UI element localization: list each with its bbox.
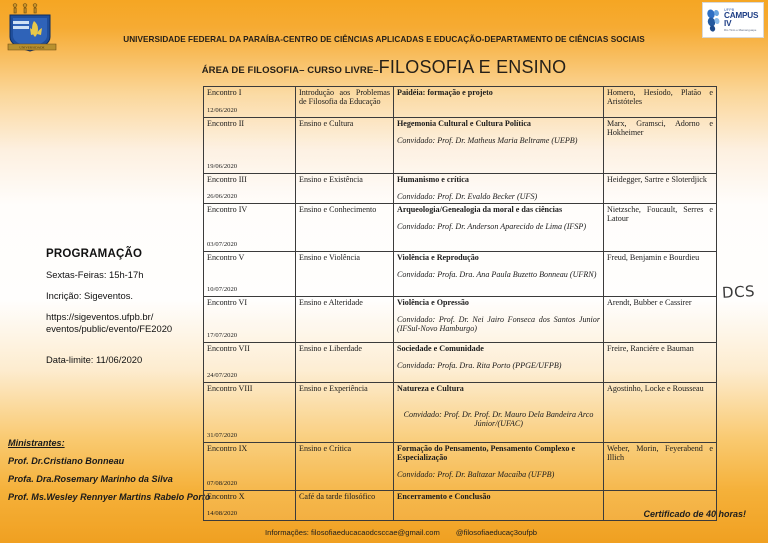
encontro-date: 10/07/2020 [207, 286, 238, 294]
table-row [204, 343, 717, 383]
panel-spacer [8, 344, 200, 354]
encontro-label: Encontro VI [207, 298, 248, 307]
instructor-name: Prof. Dr.Cristiano Bonneau [8, 456, 125, 466]
programacao-url-line-1: https://sigeventos.ufpb.br/ [46, 310, 154, 322]
course-title-line [0, 57, 768, 78]
table-row [204, 383, 717, 443]
convidado-text: Convidado: Prof. Dr. Prof. Dr. Mauro Dela Bandeira Arco Júnior/(UFAC) [403, 410, 594, 429]
encontro-label: Encontro X [207, 492, 245, 501]
titulo-cell [394, 174, 604, 204]
convidado-text: Convidado: Prof. Dr. Matheus Maria Beltrame (UEPB) [397, 136, 578, 146]
tema-cell: Ensino e Existência [296, 174, 394, 204]
programacao-deadline: Data-limite: 11/06/2020 [46, 353, 143, 365]
titulo-cell [394, 87, 604, 118]
page-header [0, 0, 768, 86]
tema-cell: Ensino e Violência [296, 252, 394, 297]
titulo-cell [394, 383, 604, 443]
tema-cell: Ensino e Conhecimento [296, 204, 394, 252]
tema-cell: Café da tarde filosófico [296, 491, 394, 521]
table-row [204, 204, 717, 252]
titulo-cell [394, 443, 604, 491]
programacao-registration: Incrição: Sigeventos. [46, 289, 134, 301]
titulo-text: Encerramento e Conclusão [397, 492, 491, 501]
encontro-label: Encontro III [207, 175, 247, 184]
campus-logo-name: CAMPUS IV [724, 11, 759, 29]
encontro-cell [204, 443, 296, 491]
convidado-text: Convidada: Profa. Dra. Ana Paula Buzetto Bonneau (UFRN) [397, 270, 597, 280]
campus-iv-logo [702, 2, 764, 38]
encontro-date: 24/07/2020 [207, 372, 238, 380]
encontro-date: 31/07/2020 [207, 432, 238, 440]
contact-instagram: @filosofiaeducaç3oufpb [455, 528, 538, 537]
encontro-cell [204, 343, 296, 383]
titulo-text: Arqueologia/Genealogia da moral e das ciências [397, 205, 563, 214]
dcs-watermark: DCS [721, 282, 756, 302]
tema-cell: Ensino e Crítica [296, 443, 394, 491]
campus-logo-mark-icon [706, 8, 722, 32]
convidado-text: Convidado: Prof. Dr. Nei Jairo Fonseca dos Santos Junior (IFSul-Novo Hamburgo) [397, 315, 600, 334]
course-title: FILOSOFIA E ENSINO [378, 57, 567, 77]
encontro-label: Encontro V [207, 253, 245, 262]
instructor-name: Profa. Dra.Rosemary Marinho da Silva [8, 474, 173, 484]
titulo-cell [394, 343, 604, 383]
autores-cell: Agostinho, Locke e Rousseau [604, 383, 717, 443]
autores-cell: Weber, Morin, Feyerabend e Illich [604, 443, 717, 491]
convidado-text: Convidado: Prof. Dr. Baltazar Macaíba (UFPB) [397, 470, 555, 480]
titulo-cell [394, 252, 604, 297]
encontro-date: 17/07/2020 [207, 332, 238, 340]
table-row [204, 443, 717, 491]
titulo-text: Natureza e Cultura [397, 384, 464, 393]
instructors-heading: Ministrantes: [8, 438, 65, 448]
tema-cell: Ensino e Cultura [296, 118, 394, 174]
table-row [204, 174, 717, 204]
autores-cell: Homero, Hesíodo, Platão e Aristóteles [604, 87, 717, 118]
encontro-date: 26/06/2020 [207, 193, 238, 201]
autores-cell: Heidegger, Sartre e Sloterdjick [604, 174, 717, 204]
encontro-cell [204, 383, 296, 443]
encontro-date: 03/07/2020 [207, 241, 238, 249]
table-row [204, 87, 717, 118]
programacao-panel [8, 248, 200, 375]
contact-email: Informações: filosofiaeducacaodcsccae@gmail.com [265, 528, 440, 537]
convidado-text: Convidada: Profa. Dra. Rita Porto (PPGE/UFPB) [397, 361, 562, 371]
autores-cell: Arendt, Bubber e Cassirer [604, 297, 717, 343]
encontro-cell [204, 118, 296, 174]
instructors-block [8, 438, 223, 510]
table-row [204, 297, 717, 343]
tema-cell: Ensino e Liberdade [296, 343, 394, 383]
autores-cell: Freud, Benjamin e Bourdieu [604, 252, 717, 297]
encontro-label: Encontro II [207, 119, 245, 128]
autores-cell: Nietzsche, Foucault, Serres e Latour [604, 204, 717, 252]
titulo-text: Sociedade e Comunidade [397, 344, 484, 353]
encontro-label: Encontro VII [207, 344, 250, 353]
table-row [204, 252, 717, 297]
encontro-cell [204, 87, 296, 118]
encontro-cell [204, 252, 296, 297]
contact-info [265, 528, 537, 537]
encontro-cell [204, 174, 296, 204]
titulo-text: Formação do Pensamento, Pensamento Complexo e Especialização [397, 444, 576, 463]
schedule-table [203, 86, 717, 521]
course-prefix: ÁREA DE FILOSOFIA– CURSO LIVRE– [201, 65, 379, 76]
schedule-table-body [204, 87, 717, 521]
encontro-cell [204, 204, 296, 252]
encontro-date: 12/06/2020 [207, 107, 238, 115]
encontro-label: Encontro IX [207, 444, 248, 453]
convidado-text: Convidado: Prof. Dr. Evaldo Becker (UFS) [397, 192, 538, 202]
certificate-note: Certificado de 40 horas! [643, 509, 746, 519]
encontro-date: 14/08/2020 [207, 510, 238, 518]
encontro-cell [204, 297, 296, 343]
university-line: UNIVERSIDADE FEDERAL DA PARAÍBA-CENTRO DE CIÊNCIAS APLICADAS E EDUCAÇÃO-DEPARTAMENTO DE CIÊNCIAS SOCIAIS [123, 35, 645, 44]
encontro-label: Encontro VIII [207, 384, 253, 393]
encontro-label: Encontro I [207, 88, 242, 97]
autores-cell: Freire, Ranciére e Bauman [604, 343, 717, 383]
encontro-date: 07/08/2020 [207, 480, 238, 488]
titulo-text: Hegemonia Cultural e Cultura Política [397, 119, 531, 128]
svg-text:UNIVERSIDADE: UNIVERSIDADE [19, 45, 45, 50]
titulo-cell [394, 204, 604, 252]
tema-cell: Ensino e Experiência [296, 383, 394, 443]
convidado-text: Convidado: Prof. Dr. Anderson Aparecido de Lima (IFSP) [397, 222, 587, 232]
titulo-cell [394, 118, 604, 174]
tema-cell: Introdução aos Problemas de Filosofia da Educação [296, 87, 394, 118]
campus-logo-ufpb: UFPB [724, 7, 735, 12]
titulo-text: Violência e Opressão [397, 298, 469, 307]
titulo-text: Paidéia: formação e projeto [397, 88, 493, 97]
titulo-text: Violência e Reprodução [397, 253, 479, 262]
titulo-cell [394, 297, 604, 343]
programacao-schedule: Sextas-Feiras: 15h-17h [46, 269, 144, 280]
campus-logo-subtitle: Rio Tinto e Mamanguape [724, 27, 757, 32]
tema-cell: Ensino e Alteridade [296, 297, 394, 343]
autores-cell: Marx, Gramsci, Adorno e Hokheimer [604, 118, 717, 174]
table-row [204, 118, 717, 174]
programacao-title: PROGRAMAÇÃO [46, 248, 143, 260]
titulo-text: Humanismo e crítica [397, 175, 469, 184]
programacao-url-line-2: eventos/public/evento/FE2020 [46, 322, 173, 334]
programacao-url[interactable] [46, 311, 200, 335]
encontro-label: Encontro IV [207, 205, 248, 214]
instructor-name: Prof. Ms.Wesley Rennyer Martins Rabelo Porto [8, 492, 211, 502]
encontro-date: 19/06/2020 [207, 163, 238, 171]
ufpb-coat-of-arms-icon [6, 2, 58, 54]
